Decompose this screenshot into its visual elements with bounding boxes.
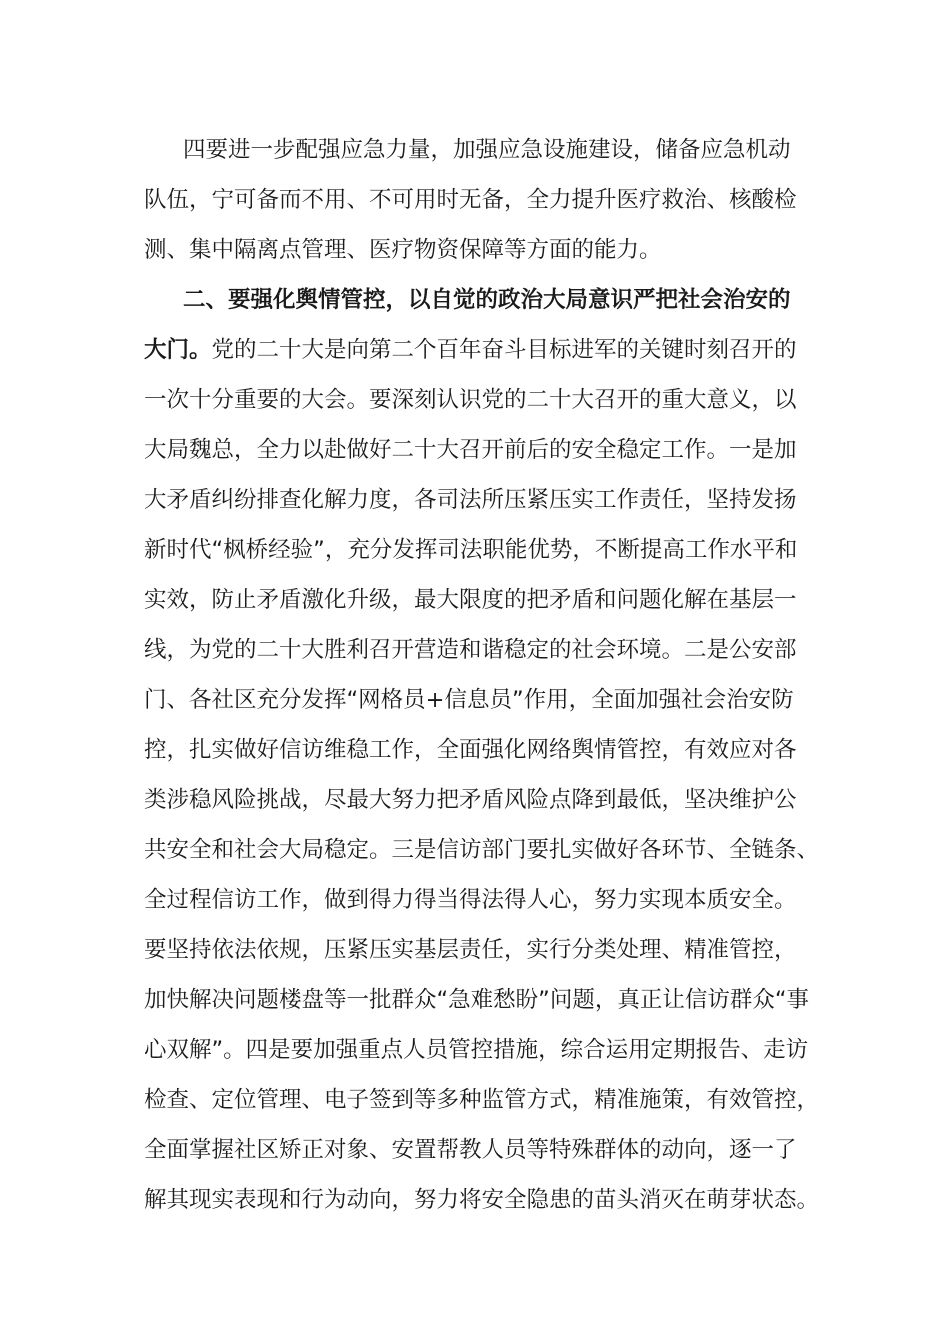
paragraph-2-line: 类涉稳风险挑战，尽最大努力把矛盾风险点降到最低，坚决维护公 [144, 787, 797, 813]
paragraph-2-line: 要坚持依法依规，压紧压实基层责任，实行分类处理、精准管控， [144, 937, 797, 963]
paragraph-2-line: 控，扎实做好信访维稳工作，全面强化网络舆情管控，有效应对各 [144, 737, 797, 763]
paragraph-1-line-3: 测、集中隔离点管理、医疗物资保障等方面的能力。 [144, 237, 662, 263]
paragraph-2-line: 检查、定位管理、电子签到等多种监管方式，精准施策，有效管控， [144, 1087, 820, 1113]
section-heading: 二、要强化舆情管控，以自觉的政治大局意识严把社会治安的 [183, 287, 791, 313]
paragraph-2-line: 大矛盾纠纷排查化解力度，各司法所压紧压实工作责任，坚持发扬 [144, 487, 797, 513]
paragraph-1-line-1: 四要进一步配强应急力量，加强应急设施建设，储备应急机动 [183, 137, 791, 163]
paragraph-2-line: 共安全和社会大局稳定。三是信访部门要扎实做好各环节、全链条、 [144, 837, 820, 863]
paragraph-2-line: 新时代“枫桥经验”，充分发挥司法职能优势，不断提高工作水平和 [144, 537, 798, 563]
paragraph-2-line-2-text: 党的二十大是向第二个百年奋斗目标进军的关键时刻召开的 [211, 337, 797, 363]
paragraph-2-line-2 [144, 330, 824, 370]
paragraph-2-line: 全过程信访工作，做到得力得当得法得人心，努力实现本质安全。 [144, 887, 797, 913]
paragraph-2-line: 心双解”。四是要加强重点人员管控措施，综合运用定期报告、走访 [144, 1037, 809, 1063]
paragraph-2-line: 一次十分重要的大会。要深刻认识党的二十大召开的重大意义，以 [144, 387, 797, 413]
paragraph-2-line: 解其现实表现和行为动向，努力将安全隐患的苗头消灭在萌芽状态。 [144, 1187, 820, 1213]
paragraph-2-line: 实效，防止矛盾激化升级，最大限度的把矛盾和问题化解在基层一 [144, 587, 797, 613]
paragraph-2-line: 加快解决问题楼盘等一批群众“急难愁盼”问题，真正让信访群众“事 [144, 987, 809, 1013]
paragraph-2-line: 全面掌握社区矫正对象、安置帮教人员等特殊群体的动向，逐一了 [144, 1137, 797, 1163]
paragraph-2-line: 门、各社区充分发挥“网格员+信息员”作用，全面加强社会治安防 [144, 687, 794, 713]
paragraph-1-line-2: 队伍，宁可备而不用、不可用时无备，全力提升医疗救治、核酸检 [144, 187, 797, 213]
paragraph-2-line: 线，为党的二十大胜利召开营造和谐稳定的社会环境。二是公安部 [144, 637, 797, 663]
section-heading-end: 大门。 [144, 337, 212, 363]
paragraph-2-line: 大局魏总，全力以赴做好二十大召开前后的安全稳定工作。一是加 [144, 437, 797, 463]
